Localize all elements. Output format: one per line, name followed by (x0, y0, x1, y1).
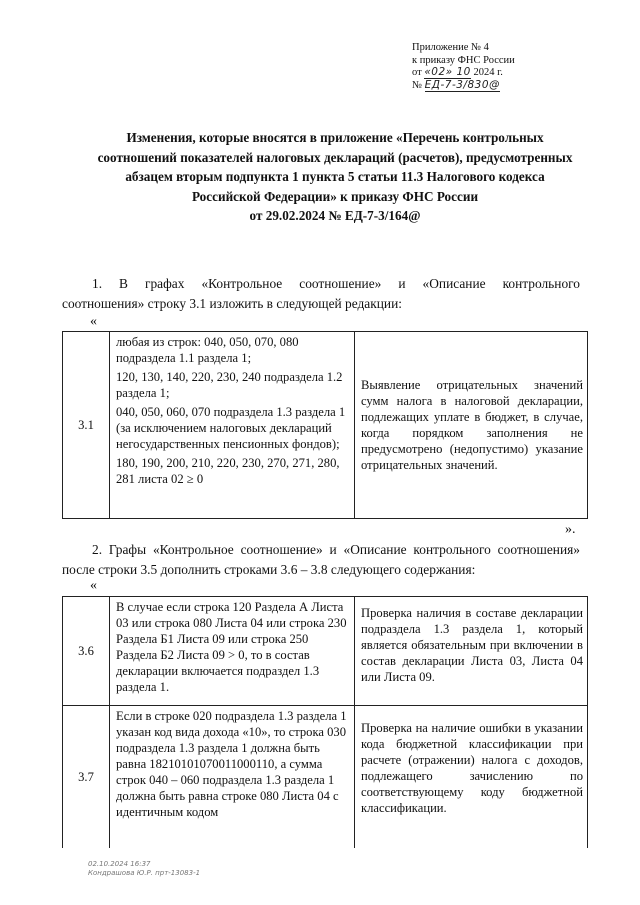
description-text: Проверка на наличие ошибки в указании кода бюджетной классификации при расчете (отражении) налога с доходов, подлежащего зачислению по соответствующему коду бюджетной классификации. (361, 721, 583, 815)
table-row (63, 597, 588, 706)
row-number: 3.7 (63, 706, 110, 849)
paragraph-line: 1. В графах «Контрольное соотношение» и «Описание контрольного (92, 276, 580, 291)
title-line: соотношений показателей налоговых деклараций (расчетов), предусмотренных (97, 149, 573, 165)
paragraph-line: соотношения» строку 3.1 изложить в следующей редакции: (62, 296, 402, 311)
footer-line: 02.10.2024 16:37 (88, 860, 151, 868)
handwritten-date: «02» 10 (424, 66, 471, 78)
condition-part: 040, 050, 060, 070 подраздела 1.3 раздела 1 (за исключением налоговых деклараций негосударственных пенсионных фондов); (116, 405, 346, 451)
table-row (63, 706, 588, 849)
control-ratio-table (62, 331, 588, 519)
title-line: Изменения, которые вносятся в приложение «Перечень контрольных (126, 130, 544, 145)
handwritten-number: ЕД-7-3/830@ (424, 78, 501, 91)
condition-cell (110, 332, 355, 519)
condition-cell (110, 597, 355, 706)
open-quote: « (90, 578, 97, 593)
description-cell (355, 332, 588, 519)
close-quote: ». (565, 522, 576, 537)
condition-cell (110, 706, 355, 849)
appendix-header (412, 42, 515, 92)
appendix-order-line: к приказу ФНС России (412, 54, 515, 66)
section2-paragraph (62, 540, 580, 580)
description-cell (355, 597, 588, 706)
title-line: от 29.02.2024 № ЕД-7-3/164@ (249, 208, 421, 224)
control-ratio-table (62, 596, 588, 848)
footer-stamp (88, 860, 200, 878)
description-cell (355, 706, 588, 849)
appendix-number-line (412, 80, 515, 93)
condition-text: Если в строке 020 подраздела 1.3 раздела 1 указан код вида дохода «10», то строка 030 подраздела 1.3 раздела 1 должна быть равна 18210101070011000110, а сумма строк 040 – 060 подраздела 1.3 раздела 1 должна быть равна строке 080 Листа 04 с идентичным кодом (116, 709, 347, 819)
row-number: 3.1 (63, 332, 110, 519)
date-suffix: 2024 г. (473, 67, 503, 78)
section1-paragraph (62, 274, 580, 314)
paragraph-line: после строки 3.5 дополнить строками 3.6 – 3.8 следующего содержания: (62, 562, 476, 577)
footer-line: Кондрашова Ю.Р. прт-13083-1 (88, 869, 201, 877)
condition-part: 120, 130, 140, 220, 230, 240 подраздела 1.2 раздела 1; (116, 370, 343, 400)
number-prefix: № (412, 79, 423, 91)
description-text: Проверка наличия в составе декларации подраздела 1.3 раздела 1, который является обязательным при включении в состав декларации Листа 03, Листа 04 или Листа 09. (361, 606, 583, 684)
date-prefix: от (412, 67, 422, 78)
document-title (70, 128, 600, 226)
description-text: Выявление отрицательных значений сумм налога в налоговой декларации, подлежащих уплате в бюджет, в случае, когда порядком заполнения не предусмотрено (недопустимо) указание отрицательных значений. (361, 378, 583, 472)
row-number: 3.6 (63, 597, 110, 706)
title-line: абзацем вторым подпункта 1 пункта 5 статьи 11.3 Налогового кодекса (125, 169, 545, 185)
title-line: Российской Федерации» к приказу ФНС России (191, 188, 479, 204)
open-quote: « (90, 314, 97, 329)
appendix-date-line (412, 67, 515, 80)
appendix-line: Приложение № 4 (412, 42, 489, 53)
condition-part: любая из строк: 040, 050, 070, 080 подраздела 1.1 раздела 1; (116, 335, 299, 365)
paragraph-line: 2. Графы «Контрольное соотношение» и «Описание контрольного соотношения» (92, 542, 580, 557)
condition-part: 180, 190, 200, 210, 220, 230, 270, 271, 280, 281 листа 02 ≥ 0 (116, 456, 340, 486)
table-row (63, 332, 588, 519)
condition-text: В случае если строка 120 Раздела А Листа 03 или строка 080 Листа 04 или строка 230 Раздела Б1 Листа 09 или строка 250 Раздела Б2 Листа 09 > 0, то в состав декларации включается подраздел 1.3 раздела 1. (116, 600, 347, 694)
